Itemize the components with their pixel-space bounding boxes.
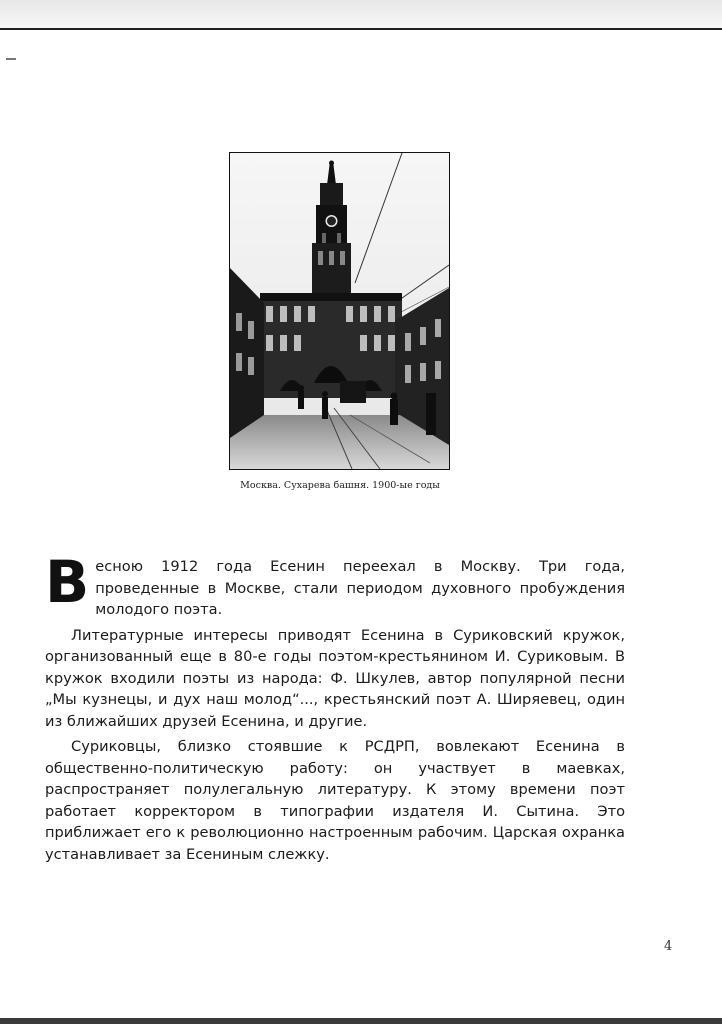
- paragraph-3: Суриковцы, близко стоявшие к РСДРП, вовлекают Есенина в общественно-политическую работу: он участвует в маевках, распространяет полулегальную литературу. К этому времени поэт работает корректором в типографии издателя И. Сытина. Это приближает его к революционно настроенным рабочим. Царская охранка устанавливает за Есениным слежку.: [45, 738, 625, 863]
- scan-top-border: [0, 28, 722, 30]
- paragraph-2: Литературные интересы приводят Есенина в Суриковский кружок, организованный еще в 80-е годы поэтом-крестьянином И. Суриковым. В кружок входили поэты из народа: Ф. Шкулев, автор популярной песни „Мы кузнецы, и дух наш молод“..., крестьянский поэт А. Ширяевец, один из ближайших друзей Есенина, и другие.: [45, 626, 625, 730]
- scan-bottom-edge: [0, 1018, 722, 1024]
- paragraph-1-text: есною 1912 года Есенин переехал в Москву. Три года, проведенные в Москве, стали периодом духовного пробуждения молодого поэта.: [95, 558, 625, 618]
- article-body: [45, 548, 625, 865]
- scan-top-edge: [0, 0, 722, 30]
- page-number: 4: [664, 939, 673, 954]
- scan-mark: [6, 58, 16, 60]
- sukharev-tower-photo: [229, 152, 450, 470]
- paragraph-1: [45, 548, 625, 621]
- drop-cap: В: [45, 548, 90, 616]
- photo-caption: Москва. Сухарева башня. 1900-ые годы: [240, 480, 440, 491]
